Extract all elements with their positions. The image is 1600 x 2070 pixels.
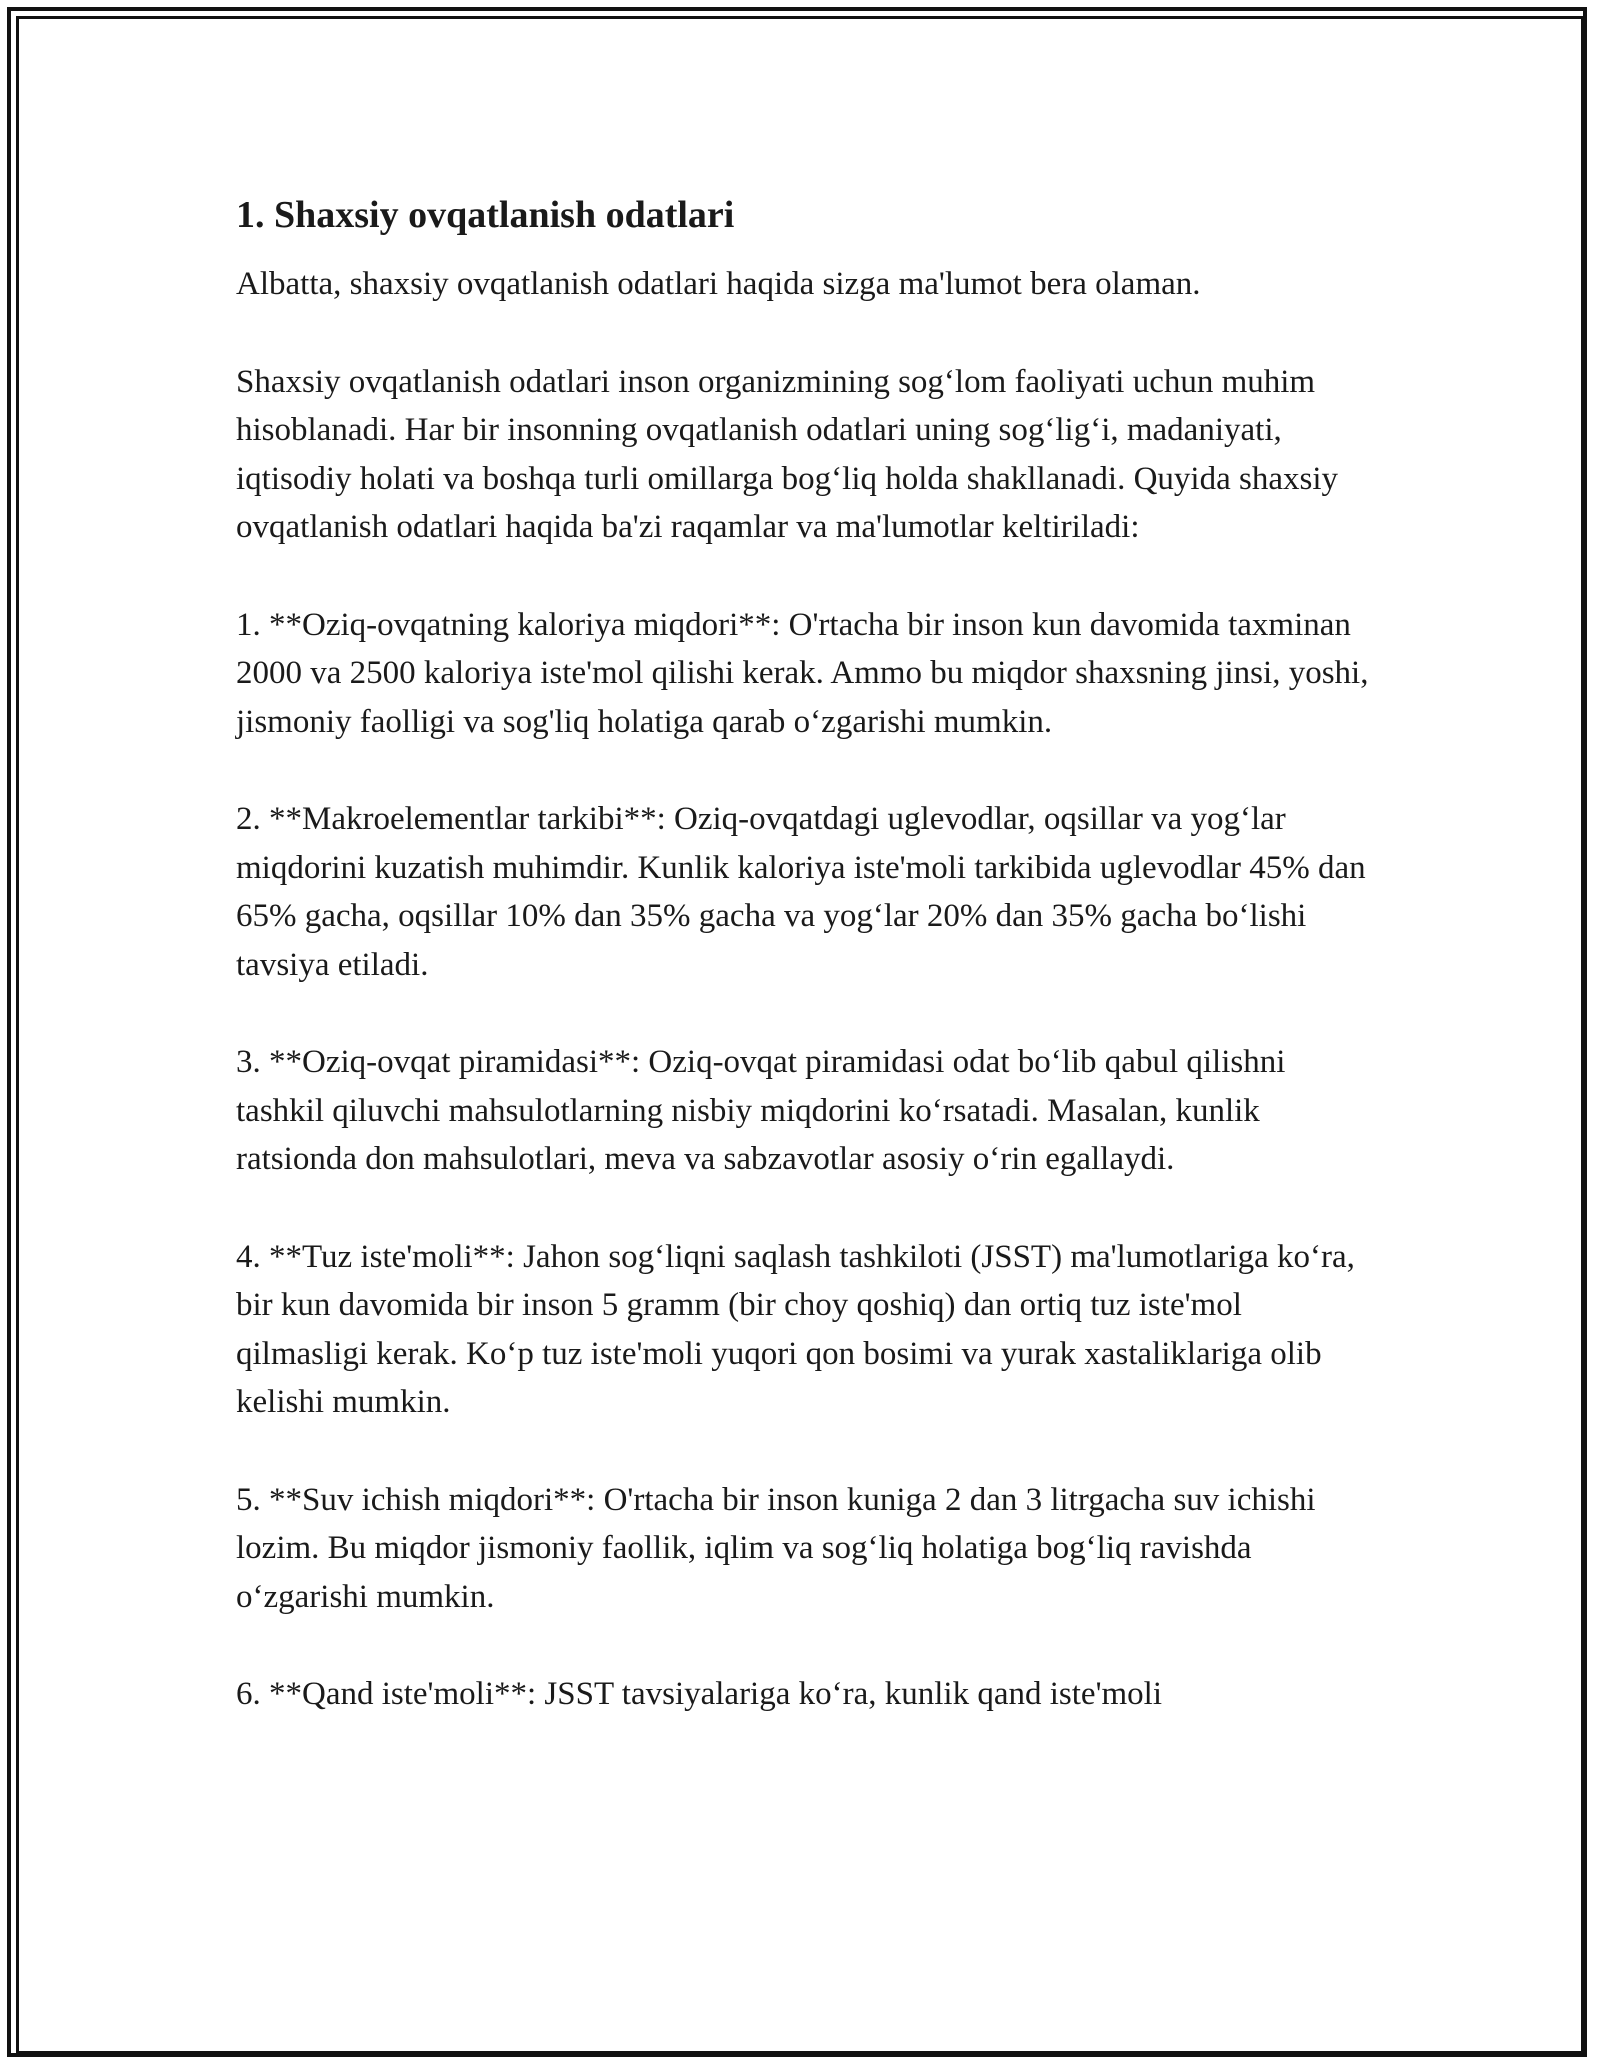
document-title: 1. Shaxsiy ovqatlanish odatlari [236, 194, 735, 236]
paragraph-overview: Shaxsiy ovqatlanish odatlari inson organizmining sog‘lom faoliyati uchun muhim hisoblanadi. Har bir insonning ovqatlanish odatlari uning sog‘lig‘i, madaniyati, iqtisodiy holati va boshqa turli omillarga bog‘liq holda shakllanadi. Quyida shaxsiy ovqatlanish odatlari haqida ba'zi raqamlar va ma'lumotlar keltiriladi: [236, 363, 1338, 545]
paragraph-item-4: 4. **Tuz iste'moli**: Jahon sog‘liqni saqlash tashkiloti (JSST) ma'lumotlariga ko‘ra, bir kun davomida bir inson 5 gramm (bir choy qoshiq) dan ortiq tuz iste'mol qilmasligi kerak. Ko‘p tuz iste'moli yuqori qon bosimi va yurak xastaliklariga olib kelishi mumkin. [236, 1238, 1355, 1420]
document-body [236, 190, 1376, 1719]
paragraph-item-6: 6. **Qand iste'moli**: JSST tavsiyalariga ko‘ra, kunlik qand iste'moli [236, 1676, 1163, 1712]
paragraph-item-1: 1. **Oziq-ovqatning kaloriya miqdori**: O'rtacha bir inson kun davomida taxminan 2000 va 2500 kaloriya iste'mol qilishi kerak. Ammo bu miqdor shaxsning jinsi, yoshi, jismoniy faolligi va sog'liq holatiga qarab o‘zgarishi mumkin. [236, 606, 1369, 740]
paragraph-item-5: 5. **Suv ichish miqdori**: O'rtacha bir inson kuniga 2 dan 3 litrgacha suv ichishi lozim. Bu miqdor jismoniy faollik, iqlim va sog‘liq holatiga bog‘liq ravishda o‘zgarishi mumkin. [236, 1481, 1316, 1615]
paragraph-intro: Albatta, shaxsiy ovqatlanish odatlari haqida sizga ma'lumot bera olaman. [236, 266, 1201, 302]
paragraph-item-3: 3. **Oziq-ovqat piramidasi**: Oziq-ovqat piramidasi odat bo‘lib qabul qilishni tashkil qiluvchi mahsulotlarning nisbiy miqdorini ko‘rsatadi. Masalan, kunlik ratsionda don mahsulotlari, meva va sabzavotlar asosiy o‘rin egallaydi. [236, 1044, 1286, 1177]
paragraph-item-2: 2. **Makroelementlar tarkibi**: Oziq-ovqatdagi uglevodlar, oqsillar va yog‘lar miqdorini kuzatish muhimdir. Kunlik kaloriya iste'moli tarkibida uglevodlar 45% dan 65% gacha, oqsillar 10% dan 35% gacha va yog‘lar 20% dan 35% gacha bo‘lishi tavsiya etiladi. [236, 801, 1366, 983]
